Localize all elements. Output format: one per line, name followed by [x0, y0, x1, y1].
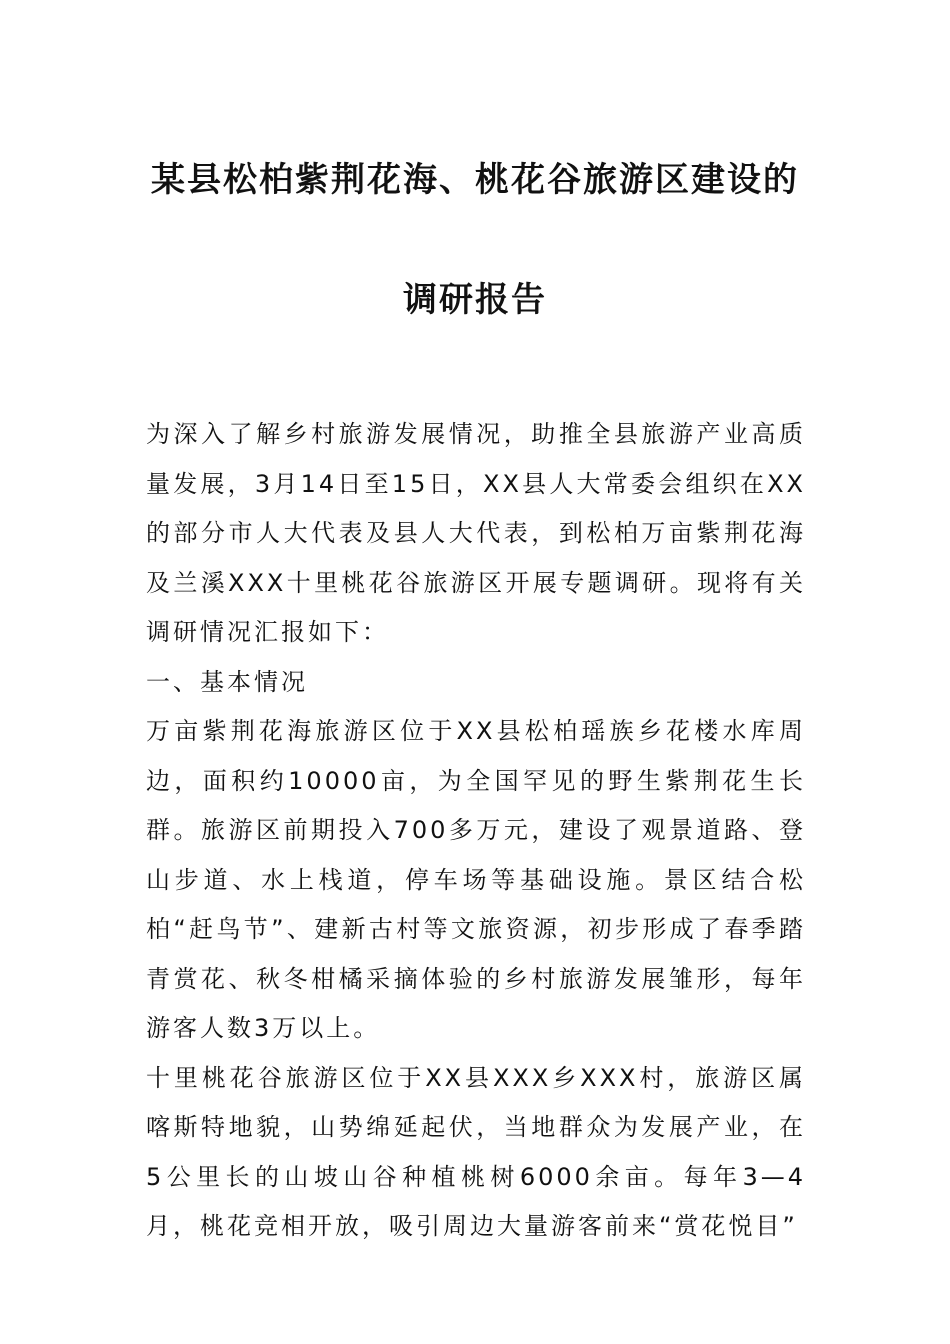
paragraph-peach-valley: 十里桃花谷旅游区位于XX县XXX乡XXX村，旅游区属喀斯特地貌，山势绵延起伏，当地群众为发展产业，在5公里长的山坡山谷种植桃树6000余亩。每年3—4月，桃花竞相开放，吸引周边大量游客前来“赏花悦目” — [146, 1063, 806, 1240]
document-title-line-1: 某县松柏紫荆花海、桃花谷旅游区建设的 — [151, 160, 799, 200]
section-heading-basic-situation: 一、基本情况 — [146, 667, 308, 696]
document-title-line-2: 调研报告 — [403, 280, 547, 320]
document-body — [146, 410, 806, 1252]
intro-paragraph: 为深入了解乡村旅游发展情况，助推全县旅游产业高质量发展，3月14日至15日，XX县人大常委会组织在XX的部分市人大代表及县人大代表，到松柏万亩紫荆花海及兰溪XXX十里桃花谷旅游区开展专题调研。现将有关调研情况汇报如下： — [146, 420, 806, 646]
paragraph-redbud-sea: 万亩紫荆花海旅游区位于XX县松柏瑶族乡花楼水库周边，面积约10000亩，为全国罕见的野生紫荆花生长群。旅游区前期投入700多万元，建设了观景道路、登山步道、水上栈道，停车场等基础设施。景区结合松柏“赶鸟节”、建新古村等文旅资源，初步形成了春季踏青赏花、秋冬柑橘采摘体验的乡村旅游发展雏形，每年游客人数3万以上。 — [146, 717, 806, 1042]
